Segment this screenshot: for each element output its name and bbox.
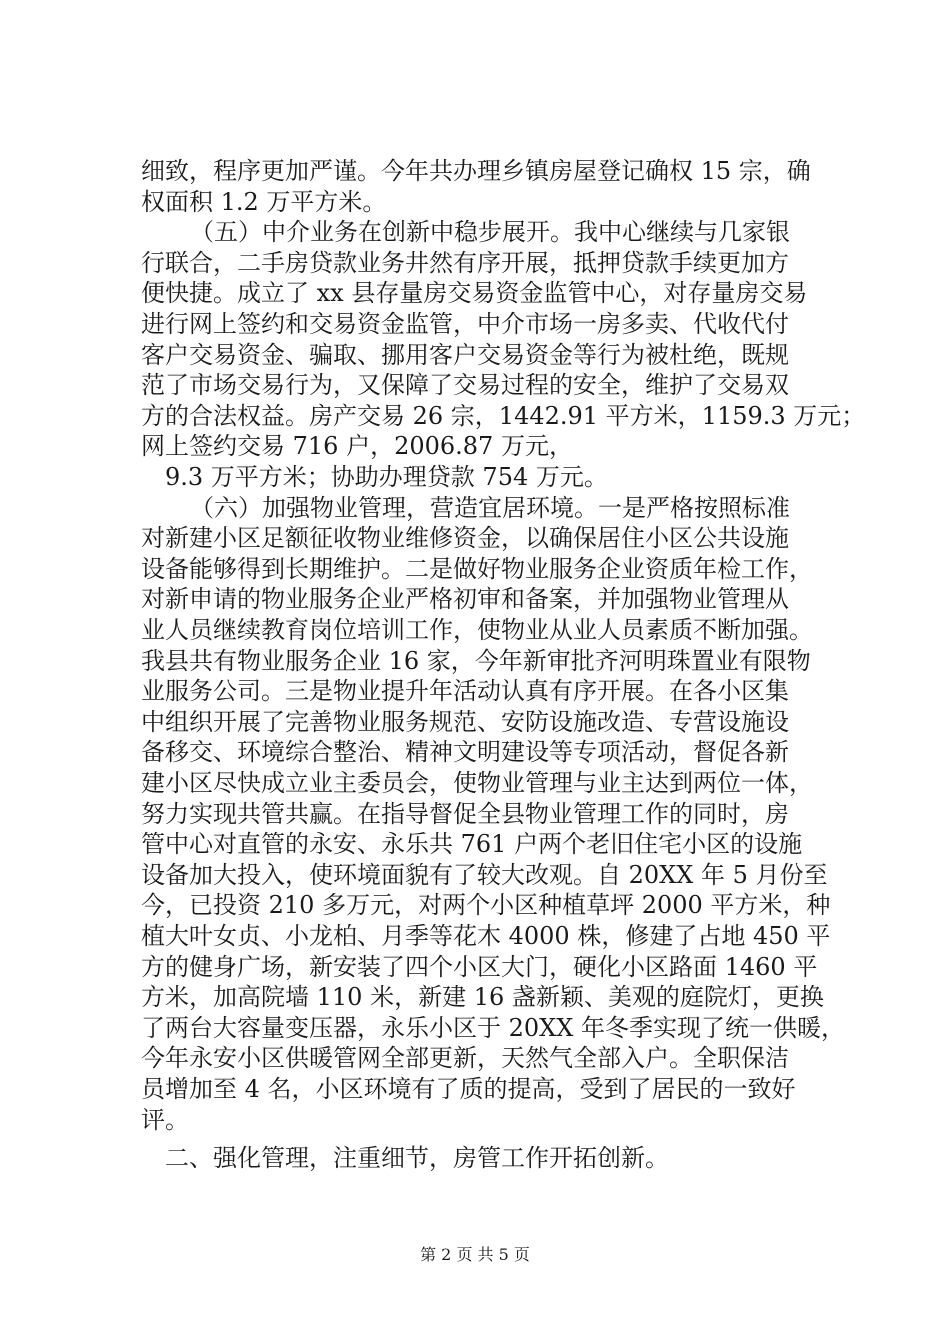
body-line-19: 中组织开展了完善物业服务规范、安防设施改造、专营设施设 [141, 707, 789, 736]
body-line-9: 方的合法权益。房产交易 26 宗，1442.91 平方米，1159.3 万元； [141, 401, 866, 430]
body-line-27: 方的健身广场，新安装了四个小区大门，硬化小区路面 1460 平 [141, 952, 818, 981]
body-line-28: 方米，加高院墙 110 米，新建 16 盏新颖、美观的庭院灯，更换 [141, 983, 824, 1012]
body-line-25: 今，已投资 210 多万元，对两个小区种植草坪 2000 平方米，种 [141, 891, 831, 920]
page-footer: 第 2 页 共 5 页 [420, 1245, 530, 1264]
body-line-6: 进行网上签约和交易资金监管，中介市场一房多卖、代收代付 [141, 310, 789, 338]
body-line-21: 建小区尽快成立业主委员会，使物业管理与业主达到两位一体， [141, 769, 813, 797]
body-line-29: 了两台大容量变压器，永乐小区于 20XX 年冬季实现了统一供暖， [141, 1013, 845, 1042]
body-line-18: 业服务公司。三是物业提升年活动认真有序开展。在各小区集 [141, 677, 789, 706]
body-line-31: 员增加至 4 名，小区环境有了质的提高，受到了居民的一致好 [141, 1075, 796, 1103]
body-line-7: 客户交易资金、骗取、挪用客户交易资金等行为被杜绝，既规 [141, 340, 789, 369]
section-6-heading-line: （六）加强物业管理，营造宜居环境。一是严格按照标准 [190, 493, 790, 522]
body-line-5: 便快捷。成立了 xx 县存量房交易资金监管中心，对存量房交易 [141, 279, 808, 308]
body-line-11: 9.3 万平方米；协助办理贷款 754 万元。 [165, 463, 608, 491]
body-line-13: 对新建小区足额征收物业维修资金，以确保居住小区公共设施 [141, 524, 789, 553]
body-line-30: 今年永安小区供暖管网全部更新，天然气全部入户。全职保洁 [141, 1044, 789, 1073]
body-line-20: 备移交、环境综合整治、精神文明建设等专项活动，督促各新 [141, 738, 789, 767]
body-line-24: 设备加大投入，使环境面貌有了较大改观。自 20XX 年 5 月份至 [141, 860, 828, 889]
section-5-heading-line: （五）中介业务在创新中稳步展开。我中心继续与几家银 [190, 218, 790, 247]
body-line-1: 细致，程序更加严谨。今年共办理乡镇房屋登记确权 15 宗，确 [141, 157, 811, 185]
body-line-10: 网上签约交易 716 户，2006.87 万元， [141, 432, 573, 461]
body-line-22: 努力实现共管共赢。在指导督促全县物业管理工作的同时，房 [141, 799, 789, 828]
body-line-2: 权面积 1.2 万平方米。 [141, 187, 387, 216]
body-line-14: 设备能够得到长期维护。二是做好物业服务企业资质年检工作， [141, 554, 813, 583]
body-line-4: 行联合，二手房贷款业务井然有序开展，抵押贷款手续更加方 [141, 248, 789, 277]
body-line-23: 管中心对直管的永安、永乐共 761 户两个老旧住宅小区的设施 [141, 830, 803, 859]
section-heading-2: 二、强化管理，注重细节，房管工作开拓创新。 [165, 1144, 669, 1173]
body-line-16: 业人员继续教育岗位培训工作，使物业从业人员素质不断加强。 [141, 616, 813, 644]
body-line-17: 我县共有物业服务企业 16 家，今年新审批齐河明珠置业有限物 [141, 646, 811, 675]
body-line-8: 范了市场交易行为，又保障了交易过程的安全，维护了交易双 [141, 371, 789, 400]
body-line-32: 评。 [141, 1105, 189, 1134]
body-line-26: 植大叶女贞、小龙柏、月季等花木 4000 株，修建了占地 450 平 [141, 922, 831, 950]
body-line-15: 对新申请的物业服务企业严格初审和备案，并加强物业管理从 [141, 585, 789, 614]
